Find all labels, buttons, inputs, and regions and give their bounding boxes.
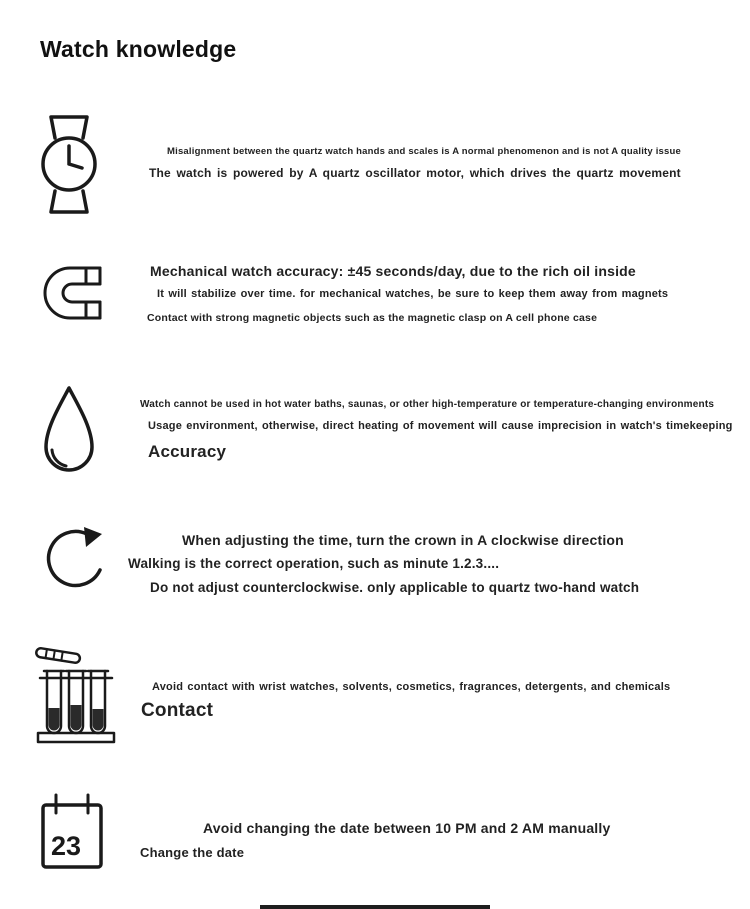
wristwatch-icon [38,112,100,217]
section-3-line-2: Usage environment, otherwise, direct heating of movement will cause imprecision in watch's timekeeping [148,420,733,432]
section-5-line-1: Avoid contact with wrist watches, solvents, cosmetics, fragrances, detergents, and chemicals [152,681,671,693]
section-2-line-3: Contact with strong magnetic objects such as the magnetic clasp on A cell phone case [147,312,598,324]
section-4-line-3: Do not adjust counterclockwise. only applicable to quartz two-hand watch [150,580,640,595]
section-3-line-1: Watch cannot be used in hot water baths, saunas, or other high-temperature or temperature-changing environments [140,399,715,410]
clockwise-arrow-icon [40,518,112,596]
section-2-line-2: It will stabilize over time. for mechanical watches, be sure to keep them away from magnets [157,288,669,300]
section-5-line-2: Contact [141,700,214,721]
section-4-line-1: When adjusting the time, turn the crown in A clockwise direction [182,532,624,548]
section-6-line-1: Avoid changing the date between 10 PM and 2 AM manually [203,820,611,836]
section-1-line-2: The watch is powered by A quartz oscillator motor, which drives the quartz movement [149,166,681,180]
section-3-line-3: Accuracy [148,442,227,461]
calendar-icon [40,793,104,871]
calendar-day-number: 23 [50,831,82,861]
section-4-line-2: Walking is the correct operation, such as minute 1.2.3.... [128,556,500,571]
test-tubes-icon [34,645,118,745]
section-6-line-2: Change the date [140,845,245,860]
bottom-divider [260,905,490,909]
page-title: Watch knowledge [40,36,237,62]
section-2-line-1: Mechanical watch accuracy: ±45 seconds/day, due to the rich oil inside [150,263,636,279]
section-1-line-1: Misalignment between the quartz watch hands and scales is A normal phenomenon and is not A quality issue [167,146,682,157]
magnet-icon [40,262,102,324]
water-drop-icon [38,383,100,478]
